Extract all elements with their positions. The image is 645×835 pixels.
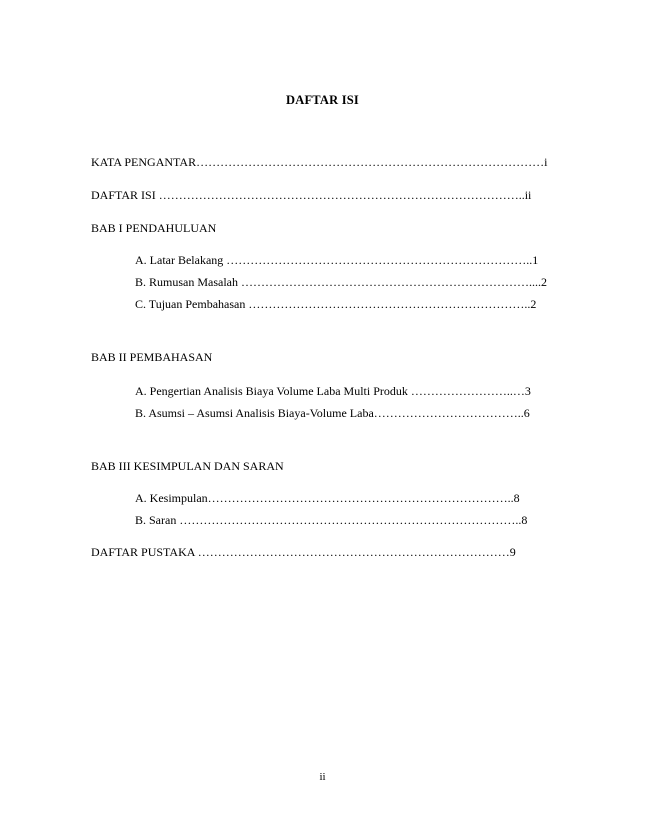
toc-heading-bab-2: BAB II PEMBAHASAN — [91, 350, 213, 364]
toc-entry-asumsi: B. Asumsi – Asumsi Analisis Biaya-Volume Laba………………………………..6 — [135, 406, 530, 420]
document-title: DAFTAR ISI — [286, 93, 359, 107]
toc-entry-kesimpulan: A. Kesimpulan…………………………………………………………………..8 — [135, 491, 520, 505]
toc-heading-bab-3: BAB III KESIMPULAN DAN SARAN — [91, 459, 284, 473]
toc-entry-pengertian: A. Pengertian Analisis Biaya Volume Laba Multi Produk ……………………..…3 — [135, 384, 531, 398]
toc-entry-tujuan-pembahasan: C. Tujuan Pembahasan ……………………………………………………………..2 — [135, 297, 537, 311]
toc-heading-bab-1: BAB I PENDAHULUAN — [91, 221, 217, 235]
toc-entry-saran: B. Saran …………………………………………………………………………..8 — [135, 513, 528, 527]
toc-entry-latar-belakang: A. Latar Belakang …………………………………………………………………..1 — [135, 253, 539, 267]
toc-entry-kata-pengantar: KATA PENGANTAR……………………………………………………………………………i — [91, 155, 548, 169]
toc-entry-daftar-pustaka: DAFTAR PUSTAKA ……………………………………………………………………9 — [91, 545, 516, 559]
toc-entry-rumusan-masalah: B. Rumusan Masalah ………………………………………………………………....2 — [135, 275, 547, 289]
toc-entry-daftar-isi: DAFTAR ISI ………………………………………………………………………………..ii — [91, 188, 532, 202]
page-number: ii — [319, 771, 326, 783]
